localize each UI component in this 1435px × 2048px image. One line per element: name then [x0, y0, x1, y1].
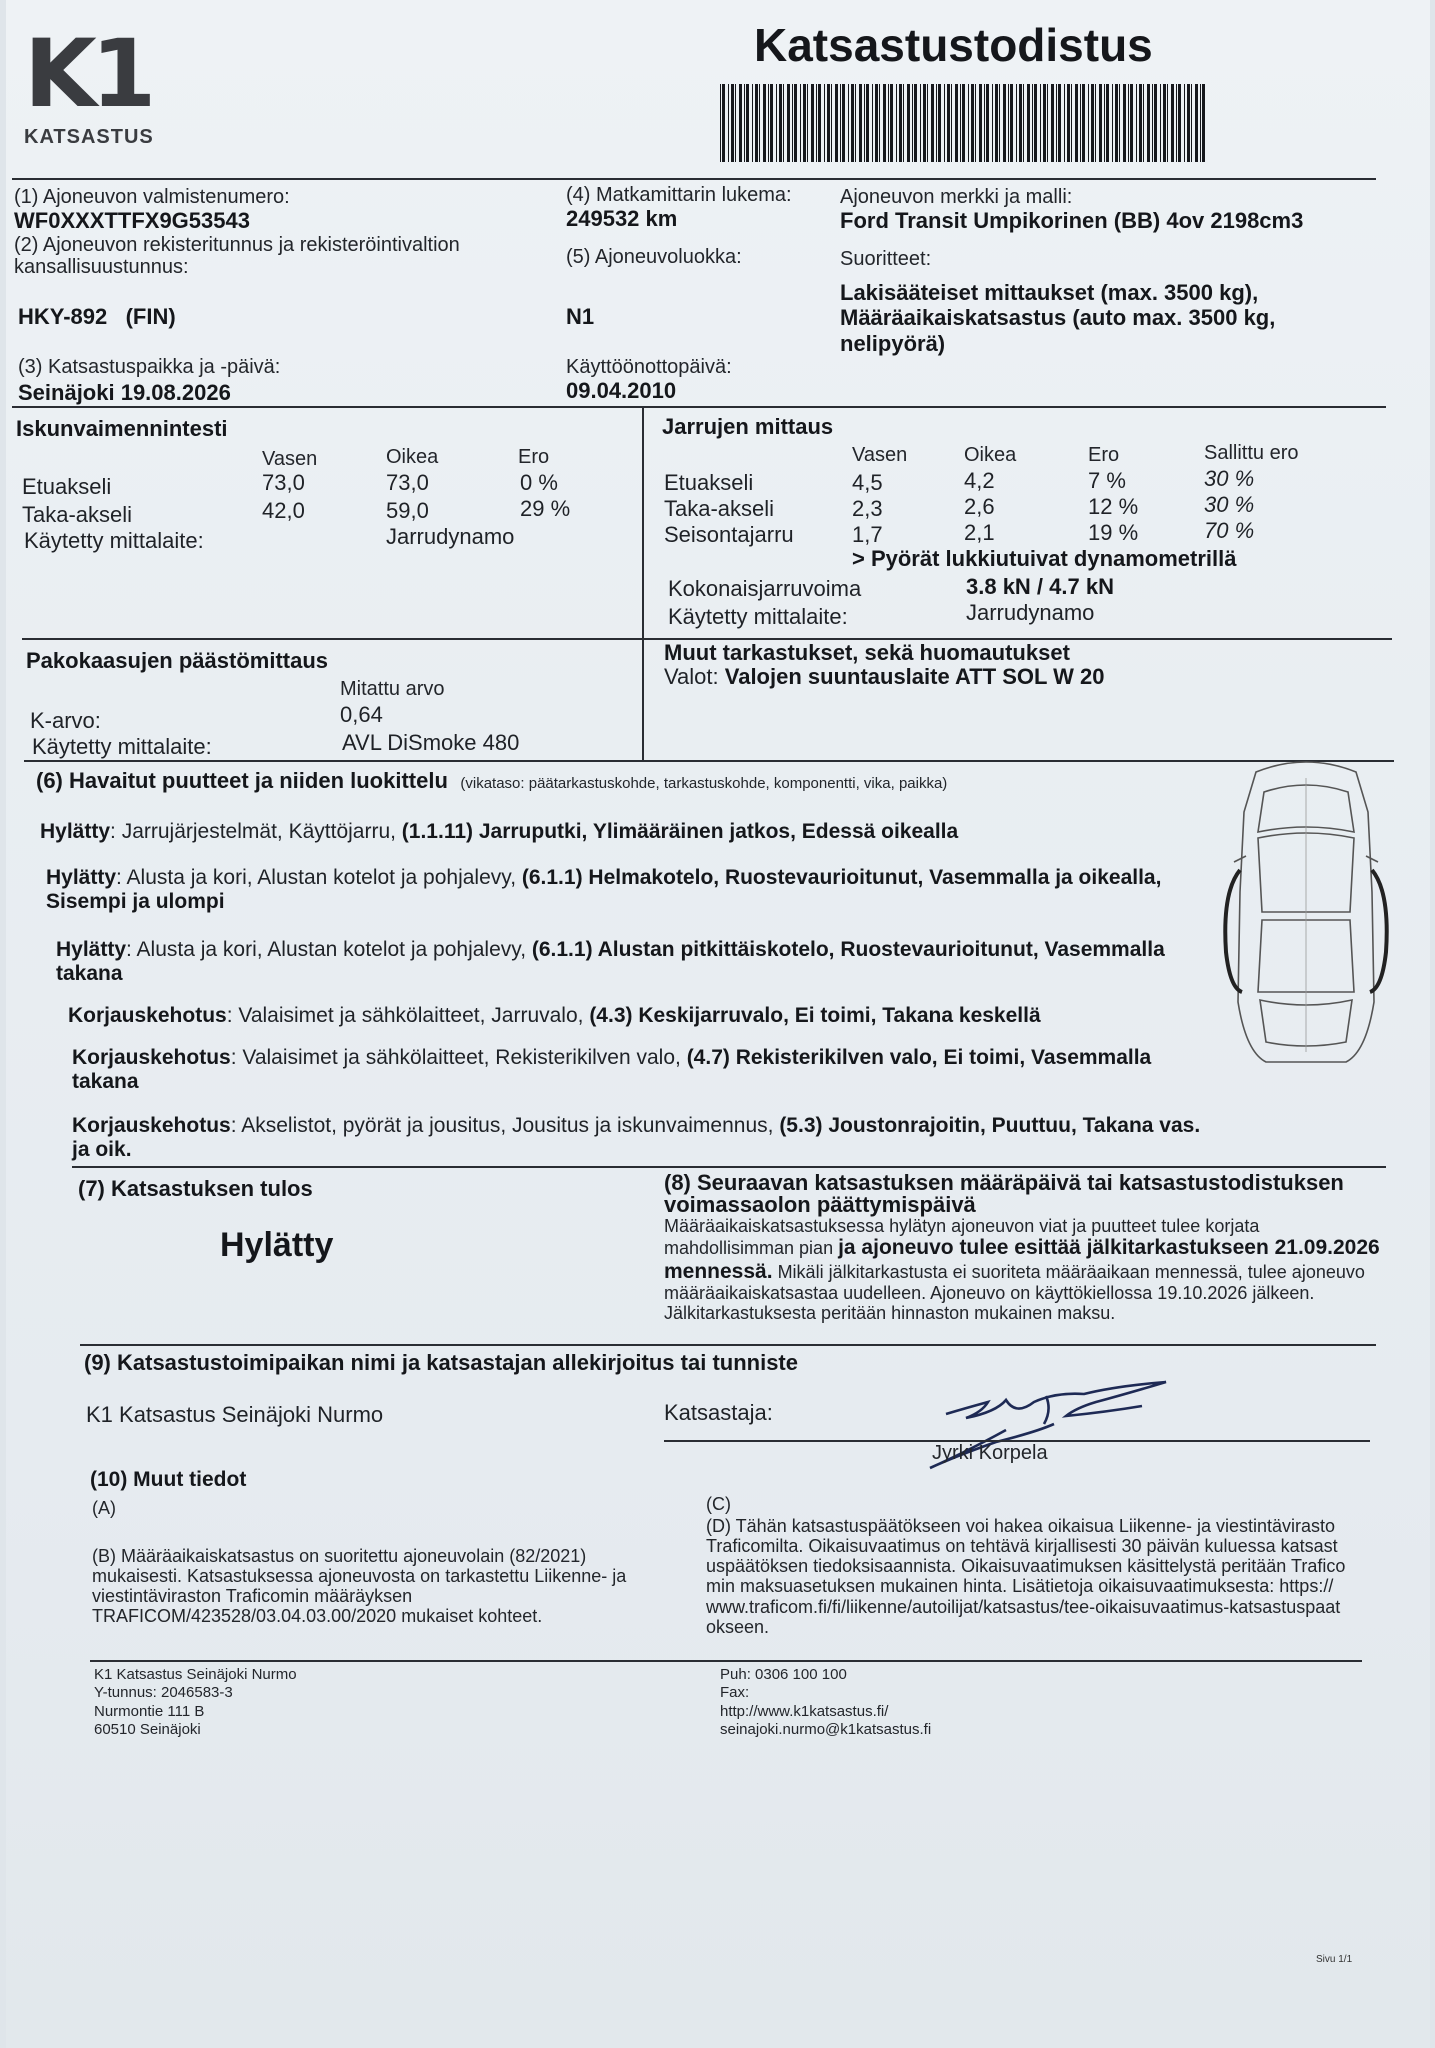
performed-label: Suoritteet: [840, 248, 932, 270]
brake-col-right: Oikea [964, 444, 1017, 466]
footer-ytunnus: Y-tunnus: 2046583-3 [94, 1684, 233, 1702]
shock-row-name: Taka-akseli [22, 502, 133, 527]
lights-row [664, 664, 1105, 690]
brake-test-title: Jarrujen mittaus [662, 414, 834, 439]
odometer-label: (4) Matkamittarin lukema: [566, 184, 792, 206]
defects-header [36, 768, 947, 794]
emissions-device-label: Käytetty mittalaite: [32, 734, 212, 759]
shock-row-name: Etuakseli [22, 474, 112, 499]
car-diagram [1216, 752, 1396, 1082]
misc-c: (C) [706, 1494, 731, 1514]
brake-row-diff: 19 % [1088, 520, 1139, 545]
certificate-page [6, 0, 1430, 2048]
brake-row-name: Seisontajarru [664, 522, 794, 547]
emissions-k-label: K-arvo: [30, 708, 101, 733]
brake-col-left: Vasen [852, 444, 908, 466]
defect-item: Korjauskehotus: Valaisimet ja sähkölaitteet, Rekisterikilven valo, (4.7) Rekisterikilven valo, Ei toimi, Vasemmalla takana [72, 1046, 1152, 1093]
shock-col-left: Vasen [262, 448, 318, 470]
brake-row-allowed: 30 % [1204, 492, 1255, 517]
brake-col-diff: Ero [1088, 444, 1120, 466]
brake-row-right: 2,1 [964, 520, 995, 545]
reg-label: (2) Ajoneuvon rekisteritunnus ja rekisteröintivaltion kansallisuustunnus: [14, 234, 460, 279]
next-inspection-title: (8) Seuraavan katsastuksen määräpäivä tai katsastustodistuksen voimassaolon päättymispäivä [664, 1170, 1344, 1217]
make-value: Ford Transit Umpikorinen (BB) 4ov 2198cm3 [840, 208, 1304, 233]
barcode [718, 84, 1208, 162]
defects-title: (6) Havaitut puutteet ja niiden luokittelu [36, 768, 448, 793]
result-title: (7) Katsastuksen tulos [78, 1176, 313, 1201]
footer-company [94, 1666, 297, 1739]
brake-row-name: Etuakseli [664, 470, 754, 495]
place-value: Seinäjoki 19.08.2026 [18, 380, 231, 405]
brake-row-left: 4,5 [852, 470, 883, 495]
brake-row-left: 2,3 [852, 496, 883, 521]
document-title: Katsastustodistus [754, 19, 1153, 71]
brake-note: > Pyörät lukkiutuivat dynamometrillä [852, 546, 1237, 571]
place-label: (3) Katsastuspaikka ja -päivä: [18, 356, 281, 378]
shock-row-left: 73,0 [262, 470, 305, 495]
inspector-label: Katsastaja: [664, 1400, 773, 1425]
other-checks-title: Muut tarkastukset, sekä huomautukset [664, 640, 1070, 665]
station-name: K1 Katsastus Seinäjoki Nurmo [86, 1402, 384, 1427]
brake-row-allowed: 30 % [1204, 466, 1255, 491]
brake-total-value: 3.8 kN / 4.7 kN [966, 574, 1114, 599]
shock-row-right: 73,0 [386, 470, 429, 495]
brake-row-diff: 7 % [1088, 468, 1126, 493]
odometer-value: 249532 km [566, 206, 678, 231]
defect-item: Korjauskehotus: Valaisimet ja sähkölaitteet, Jarruvalo, (4.3) Keskijarruvalo, Ei toimi, Takana keskellä [68, 1004, 1041, 1027]
logo-mark: K1 [24, 20, 151, 129]
first-use-label: Käyttöönottopäivä: [566, 356, 732, 378]
reg-value: HKY-892 (FIN) [18, 304, 176, 329]
brake-row-diff: 12 % [1088, 494, 1139, 519]
make-label: Ajoneuvon merkki ja malli: [840, 186, 1073, 208]
defect-item: Hylätty: Jarrujärjestelmät, Käyttöjarru, (1.1.11) Jarruputki, Ylimääräinen jatkos, Edessä oikealla [40, 820, 959, 843]
footer-contact [720, 1666, 931, 1739]
shock-row-right: 59,0 [386, 498, 429, 523]
lights-value: Valojen suuntauslaite ATT SOL W 20 [724, 664, 1105, 689]
emissions-device-value: AVL DiSmoke 480 [342, 730, 520, 755]
footer-city: 60510 Seinäjoki [94, 1720, 201, 1738]
next-inspection-text: Määräaikaiskatsastuksessa hylätyn ajoneuvon viat ja puutteet tulee korjata mahdollisimman pian ja ajoneuvo tulee esittää jälkitarkastukseen 21.09.2026 mennessä. Mikäli jälkitarkastusta ei suoriteta määräaikaan mennessä, tulee ajoneuvo määräaikaiskatsastaa uudelleen. Ajoneuvo on käyttökiellossa 19.10.2026 jälkeen. Jälkitarkastuksesta peritään hinnaston mukainen maksu. [664, 1216, 1380, 1324]
defect-item: Korjauskehotus: Akselistot, pyörät ja jousitus, Jousitus ja iskunvaimennus, (5.3) Joustonrajoitin, Puuttuu, Takana vas. ja oik. [72, 1114, 1201, 1161]
inspector-name: Jyrki Korpela [932, 1442, 1048, 1464]
brake-col-allowed: Sallittu ero [1204, 442, 1299, 464]
footer-fax: Fax: [720, 1684, 750, 1702]
shock-test-title: Iskunvaimennintesti [16, 416, 228, 441]
brake-row-left: 1,7 [852, 522, 883, 547]
logo-text: KATSASTUS [24, 126, 154, 148]
defects-subtitle: (vikataso: päätarkastuskohde, tarkastuskohde, komponentti, vika, paikka) [460, 775, 948, 792]
emissions-k-value: 0,64 [340, 702, 383, 727]
vin-label: (1) Ajoneuvon valmistenumero: [14, 186, 290, 208]
brake-row-right: 2,6 [964, 494, 995, 519]
brake-total-label: Kokonaisjarruvoima [668, 576, 862, 601]
shock-col-right: Oikea [386, 446, 439, 468]
emissions-title: Pakokaasujen päästömittaus [26, 648, 329, 673]
lights-label: Valot: [664, 664, 719, 689]
footer-phone: Puh: 0306 100 100 [720, 1666, 847, 1683]
footer-street: Nurmontie 111 B [94, 1702, 205, 1720]
page-number: Sivu 1/1 [1316, 1954, 1353, 1965]
shock-row-diff: 0 % [520, 470, 558, 495]
defect-item: Hylätty: Alusta ja kori, Alustan kotelot ja pohjalevy, (6.1.1) Alustan pitkittäiskotelo, Ruostevaurioitunut, Vasemmalla takana [56, 938, 1165, 985]
misc-title: (10) Muut tiedot [90, 1468, 247, 1491]
shock-row-left: 42,0 [262, 498, 305, 523]
brake-device-value: Jarrudynamo [966, 600, 1095, 625]
brake-row-allowed: 70 % [1204, 518, 1255, 543]
performed-value: Lakisääteiset mittaukset (max. 3500 kg), Määräaikaiskatsastus (auto max. 3500 kg, nelipyörä) [840, 280, 1276, 356]
emissions-measured-label: Mitattu arvo [340, 678, 445, 700]
defect-item: Hylätty: Alusta ja kori, Alustan kotelot ja pohjalevy, (6.1.1) Helmakotelo, Ruostevaurioitunut, Vasemmalla ja oikealla, Sisempi ja ulompi [46, 866, 1162, 913]
signature-title: (9) Katsastustoimipaikan nimi ja katsastajan allekirjoitus tai tunniste [84, 1350, 798, 1375]
shock-row-diff: 29 % [520, 496, 571, 521]
class-value: N1 [566, 304, 595, 329]
brake-device-label: Käytetty mittalaite: [668, 604, 848, 629]
misc-d: (D) Tähän katsastuspäätökseen voi hakea oikaisua Liikenne- ja viestintävirasto Traficomilta. Oikaisuvaatimus on tehtävä kirjallisesti 30 päivän kuluessa katsastuspäätöksen tiedoksisaannista. Oikaisuvaatimuksen käsittelystä peritään Traficomin maksuasetuksen mukainen hinta. Lisätietoja oikaisuvaatimuksesta: https://www.traficom.fi/fi/liikenne/autoilijat/katsastus/tee-oikaisuvaatimus-katsastuspaatokseen. [706, 1516, 1346, 1637]
shock-col-diff: Ero [518, 446, 550, 468]
class-label: (5) Ajoneuvoluokka: [566, 246, 742, 268]
misc-a: (A) [92, 1498, 116, 1518]
footer-email[interactable]: seinajoki.nurmo@k1katsastus.fi [720, 1720, 932, 1738]
brake-row-right: 4,2 [964, 468, 995, 493]
shock-device-label: Käytetty mittalaite: [24, 528, 204, 553]
vin-value: WF0XXXTTFX9G53543 [14, 208, 250, 233]
footer-web[interactable]: http://www.k1katsastus.fi/ [720, 1702, 889, 1720]
brake-row-name: Taka-akseli [664, 496, 775, 521]
result-value: Hylätty [220, 1226, 334, 1264]
shock-device-value: Jarrudynamo [386, 524, 515, 549]
k1-logo [24, 20, 174, 149]
misc-b: (B) Määräaikaiskatsastus on suoritettu ajoneuvolain (82/2021) mukaisesti. Katsastuksessa ajoneuvosta on tarkastettu Liikenne- ja viestintäviraston Traficomin määräyksen TRAFICOM/423528/03.04.03.00/2020 mukaiset kohteet. [92, 1546, 627, 1627]
footer-company-name: K1 Katsastus Seinäjoki Nurmo [94, 1666, 297, 1683]
first-use-value: 09.04.2010 [566, 378, 677, 403]
